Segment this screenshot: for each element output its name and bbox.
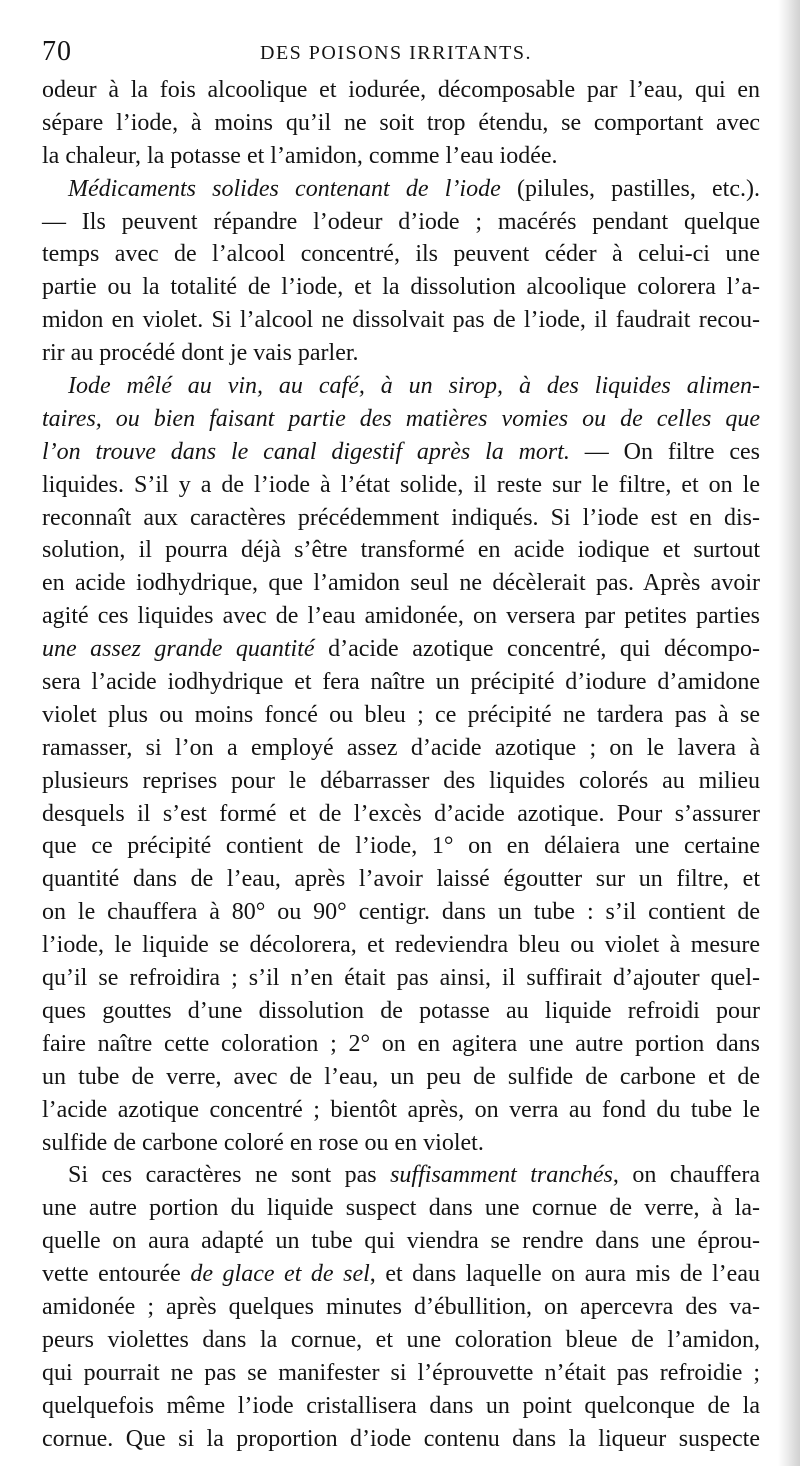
- text-line: [42, 929, 760, 962]
- text-line: [42, 1390, 760, 1423]
- text-run: un tube de verre, avec de l’eau, un peu de sulfide de carbone et de: [42, 1063, 760, 1090]
- text-run: peurs violettes dans la cornue, et une coloration bleue de l’amidon,: [42, 1326, 760, 1353]
- text-line: [42, 337, 760, 370]
- text-run: desquels il s’est formé et de l’excès d’acide azotique. Pour s’assurer: [42, 800, 760, 827]
- text-run: Si ces caractères ne sont pas: [68, 1162, 391, 1189]
- text-run: sulfide de carbone coloré en rose ou en violet.: [42, 1129, 484, 1156]
- text-line: [42, 502, 760, 535]
- text-line: [42, 1291, 760, 1324]
- italic-text: Médicaments solides contenant de l’iode: [68, 175, 501, 202]
- text-run: partie ou la totalité de l’iode, et la dissolution alcoolique colorera l’a-: [42, 274, 760, 301]
- text-run: liquides. S’il y a de l’iode à l’état solide, il reste sur le filtre, et on le: [42, 471, 760, 498]
- running-head: [42, 36, 760, 72]
- text-run: sera l’acide iodhydrique et fera naître un précipité d’iodure d’amidone: [42, 669, 760, 696]
- text-run: , on chauffera: [612, 1162, 761, 1189]
- text-run: plusieurs reprises pour le débarrasser des liquides colorés au milieu: [42, 767, 760, 794]
- italic-text: suffisamment tranchés: [390, 1162, 613, 1189]
- text-line: [42, 1423, 760, 1456]
- text-line: [42, 238, 760, 271]
- text-line: [42, 798, 760, 831]
- text-run: — Ils peuvent répandre l’odeur d’iode ; macérés pendant quelque: [42, 208, 760, 235]
- text-line: [42, 1258, 760, 1291]
- text-line: [42, 896, 760, 929]
- text-run: qu’il se refroidira ; s’il n’en était pas ainsi, il suffirait d’ajouter quel-: [42, 965, 760, 992]
- running-title: DES POISONS IRRITANTS.: [260, 42, 532, 64]
- text-run: une autre portion du liquide suspect dans une cornue de verre, à la-: [42, 1195, 760, 1222]
- text-line: [42, 567, 760, 600]
- text-line: [42, 1324, 760, 1357]
- page-number: 70: [42, 36, 72, 67]
- italic-text: l’on trouve dans le canal digestif après la mort.: [42, 438, 570, 465]
- italic-text: Iode mêlé au vin, au café, à un sirop, à des liquides alimen-: [68, 373, 760, 400]
- text-line: [42, 1192, 760, 1225]
- text-run: en acide iodhydrique, que l’amidon seul ne décèlerait pas. Après avoir: [42, 570, 760, 597]
- text-line: [42, 600, 760, 633]
- text-run: que ce précipité contient de l’iode, 1° on en délaiera une certaine: [42, 833, 760, 860]
- italic-text: une assez grande quantité: [42, 636, 315, 663]
- text-run: reconnaît aux caractères précédemment indiqués. Si l’iode est en dis-: [42, 504, 760, 531]
- text-run: , et dans laquelle on aura mis de l’eau: [369, 1261, 760, 1288]
- text-line: [42, 74, 760, 107]
- text-line: [42, 140, 760, 173]
- text-run: odeur à la fois alcoolique et iodurée, décomposable par l’eau, qui en: [42, 77, 760, 103]
- text-run: faire naître cette coloration ; 2° on en agitera une autre portion dans: [42, 1030, 760, 1057]
- text-run: qui pourrait ne pas se manifester si l’éprouvette n’était pas refroidie ;: [42, 1359, 760, 1386]
- text-line: [42, 830, 760, 863]
- text-run: l’iode, le liquide se décolorera, et redeviendra bleu ou violet à mesure: [42, 932, 760, 959]
- text-run: d’acide azotique concentré, qui décompo-: [314, 636, 761, 663]
- text-run: ramasser, si l’on a employé assez d’acide azotique ; on le lavera à: [42, 734, 760, 761]
- text-run: quantité dans de l’eau, après l’avoir laissé égoutter sur un filtre, et: [42, 866, 760, 893]
- text-line: [42, 633, 760, 666]
- text-run: la chaleur, la potasse et l’amidon, comme l’eau iodée.: [42, 142, 558, 169]
- text-line: [42, 863, 760, 896]
- text-line: [42, 1127, 760, 1160]
- text-run: rir au procédé dont je vais parler.: [42, 340, 359, 367]
- text-line: [42, 206, 760, 239]
- text-line: [42, 534, 760, 567]
- text-run: cornue. Que si la proportion d’iode contenu dans la liqueur suspecte: [42, 1425, 760, 1452]
- text-line: [42, 1094, 760, 1127]
- text-run: ques gouttes d’une dissolution de potasse au liquide refroidi pour: [42, 997, 760, 1024]
- text-run: solution, il pourra déjà s’être transformé en acide iodique et surtout: [42, 537, 760, 564]
- text-line: [42, 271, 760, 304]
- text-run: amidonée ; après quelques minutes d’ébullition, on apercevra des va-: [42, 1293, 760, 1320]
- text-line: [42, 107, 760, 140]
- text-run: l’acide azotique concentré ; bientôt après, on verra au fond du tube le: [42, 1096, 760, 1123]
- text-line: [42, 370, 760, 403]
- text-line: [42, 304, 760, 337]
- text-run: temps avec de l’alcool concentré, ils peuvent céder à celui-ci une: [42, 241, 760, 268]
- text-run: quelquefois même l’iode cristallisera dans un point quelconque de la: [42, 1392, 760, 1419]
- text-run: midon en violet. Si l’alcool ne dissolvait pas de l’iode, il faudrait recou-: [42, 307, 760, 334]
- text-run: sépare l’iode, à moins qu’il ne soit trop étendu, se comportant avec: [42, 109, 760, 136]
- italic-text: taires, ou bien faisant partie des matières vomies ou de celles que: [42, 405, 760, 432]
- text-line: [42, 732, 760, 765]
- text-line: [42, 699, 760, 732]
- body-text: [42, 74, 760, 1455]
- text-run: (pilules, pastilles, etc.).: [500, 175, 760, 202]
- text-line: [42, 173, 760, 206]
- text-line: [42, 765, 760, 798]
- text-run: quelle on aura adapté un tube qui viendra se rendre dans une éprou-: [42, 1228, 760, 1255]
- text-run: — On filtre ces: [569, 438, 760, 465]
- text-line: [42, 436, 760, 469]
- text-run: on le chauffera à 80° ou 90° centigr. dans un tube : s’il contient de: [42, 899, 760, 926]
- text-line: [42, 1225, 760, 1258]
- text-run: violet plus ou moins foncé ou bleu ; ce précipité ne tardera pas à se: [42, 701, 760, 728]
- italic-text: de glace et de sel: [190, 1261, 370, 1288]
- text-line: [42, 403, 760, 436]
- page-edge-shadow: [778, 0, 800, 1466]
- text-line: [42, 1159, 760, 1192]
- text-run: agité ces liquides avec de l’eau amidonée, on versera par petites parties: [42, 603, 760, 630]
- text-line: [42, 995, 760, 1028]
- text-line: [42, 469, 760, 502]
- text-line: [42, 1028, 760, 1061]
- text-line: [42, 1357, 760, 1390]
- text-line: [42, 666, 760, 699]
- text-line: [42, 962, 760, 995]
- text-line: [42, 1061, 760, 1094]
- text-run: vette entourée: [42, 1261, 191, 1288]
